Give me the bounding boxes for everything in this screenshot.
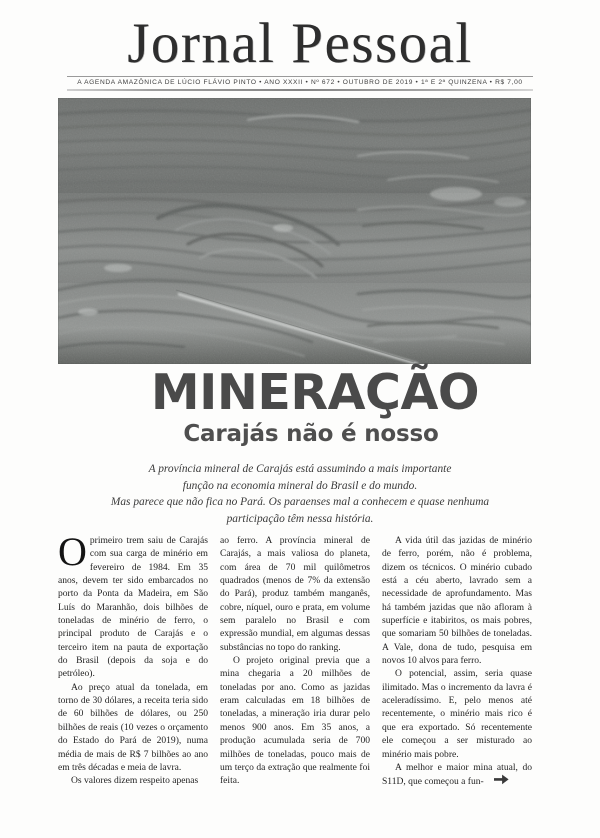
standfirst [50, 461, 550, 527]
continuation-arrow-icon [494, 774, 509, 785]
column1-paragraph-1 [58, 529, 208, 681]
column3-paragraph-2: O potencial, assim, seria quase ilimitado. Mas o incremento da lavra é aceleradíssimo. E, pelo menos até recentemente, o minério mais rico é que era exportado. Só recentemente ele começou a ser misturado ao minério mais pobre. [382, 668, 532, 760]
masthead-subtitle: A AGENDA AMAZÔNICA DE LÚCIO FLÁVIO PINTO • ANO XXXII • Nº 672 • OUTUBRO DE 2019 • 1ª E 2ª QUINZENA • R$ 7,00 [77, 79, 523, 86]
article-column-3 [382, 534, 532, 826]
article-body [58, 529, 534, 826]
standfirst-line-3: Mas parece que não fica no Pará. Os paraenses mal a conhecem e quase nenhuma [110, 496, 490, 509]
column2-paragraph-1: ao ferro. A província mineral de Carajás, a mais valiosa do planeta, com área de 70 mil quilômetros quadrados (menos de 7% da extensão do Pará), produz também manganês, cobre, níquel, ouro e prata, em volume sem paralelo no Brasil e com expressão mundial, em algumas dessas substâncias no topo do ranking. [220, 535, 370, 653]
column3-paragraph-3-text: A melhor e maior mina atual, do S11D, que começou a fun- [382, 761, 532, 788]
page-subheadline: Carajás não é nosso [183, 421, 439, 447]
headline-block [0, 366, 600, 448]
mine-aerial-photo-graphic [58, 98, 531, 364]
column1-paragraph-2: Ao preço atual da tonelada, em torno de 30 dólares, a receita teria sido de 60 bilhões de dólares, ou 250 bilhões de reais (10 vezes o orçamento do Estado do Pará de 2019), numa média de mais de R$ 7 bilhões ao ano em três décadas e meia de lavra. [58, 681, 208, 773]
publication-title: Jornal Pessoal [127, 12, 473, 75]
standfirst-line-2: função na economia mineral do Brasil e do mundo. [182, 479, 418, 492]
column1-paragraph-3: Os valores dizem respeito apenas [71, 775, 199, 787]
column3-paragraph-3 [382, 761, 532, 789]
article-column-1 [58, 529, 208, 826]
page-headline: MINERAÇÃO [150, 364, 480, 421]
masthead [0, 14, 600, 91]
drop-cap: O [58, 529, 87, 574]
column1-paragraph-1-text: primeiro trem saiu de Carajás com sua carga de minério em fevereiro de 1984. Em 35 anos, devem ter sido embarcados no porto da Ponta da Madeira, em São Luís do Maranhão, dois bilhões de toneladas de minério de ferro, o principal produto de Carajás e o terceiro item na pauta de exportação do Brasil (depois da soja e do petróleo). [58, 535, 208, 680]
column3-paragraph-1: A vida útil das jazidas de minério de ferro, porém, não é problema, dizem os técnicos. O minério cubado está a céu aberto, lavrado sem a necessidade de aprofundamento. Mas há também jazidas que não afloram à superfície e itabiritos, os mais pobres, que somariam 50 bilhões de toneladas. A Vale, dona de tudo, pesquisa em novos 10 alvos para ferro. [382, 535, 532, 667]
masthead-rule-bottom [67, 89, 533, 92]
lead-photograph [58, 98, 531, 364]
article-column-2 [220, 534, 370, 826]
standfirst-line-1: A província mineral de Carajás está assumindo a mais importante [148, 463, 452, 475]
standfirst-line-4: participação têm nessa história. [226, 512, 374, 525]
column2-paragraph-2: O projeto original previa que a mina chegaria a 20 milhões de toneladas por ano. Como as jazidas eram calculadas em 18 bilhões de toneladas, a mineração iria durar pelo menos 900 anos. Em 35 anos, a produção acumulada seria de 700 milhões de toneladas, pouco mais de um terço da extração que realmente foi feita. [220, 655, 370, 787]
masthead-rule-top [67, 76, 533, 77]
